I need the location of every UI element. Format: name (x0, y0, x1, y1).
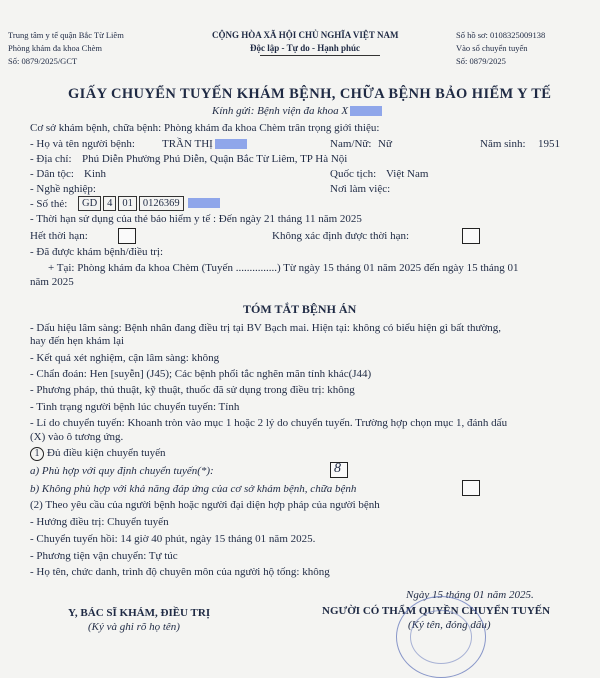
option-1b-label: b) Không phù hợp với khả năng đáp ứng của cơ sở khám bệnh, chữa bệnh (30, 483, 357, 495)
transfer-reason: - Lí do chuyển tuyến: Khoanh tròn vào mục 1 hoặc 2 lý do chuyển tuyến. Trường hợp chọn mục 1, đánh dấu (30, 417, 508, 429)
document-title: GIẤY CHUYỂN TUYẾN KHÁM BỆNH, CHỮA BỆNH BẢO HIỂM Y TẾ (68, 86, 552, 102)
clinical-signs-2: hay đến hẹn khám lại (30, 335, 125, 347)
card-cell: 0126369 (139, 196, 184, 211)
card-cell: GD (78, 196, 101, 211)
header-book-no: Số: 0879/2025 (456, 56, 506, 66)
option-1a-mark: 8 (334, 461, 341, 476)
option-1a-checkbox[interactable] (330, 462, 348, 478)
expired-checkbox[interactable] (118, 228, 136, 244)
option-2: (2) Theo yêu cầu của người bệnh hoặc người đại diện hợp pháp của người bệnh (30, 499, 380, 511)
sex-label: Nam/Nữ: (330, 138, 372, 150)
redacted-name (215, 139, 247, 149)
card-label: - Số thẻ: (30, 198, 68, 210)
treatment-direction: - Hướng điều trị: Chuyển tuyến (30, 516, 169, 528)
ethnic-label: - Dân tộc: (30, 168, 74, 180)
motto-underline (260, 55, 380, 56)
treated-at-line2: năm 2025 (30, 276, 74, 288)
header-card-no: Số hồ sơ: 0108325009138 (456, 30, 546, 40)
official-stamp-inner (410, 610, 472, 664)
redacted-card (188, 198, 220, 208)
summary-heading: TÓM TẮT BỆNH ÁN (243, 302, 357, 316)
option-1b-checkbox[interactable] (462, 480, 480, 496)
job-label: - Nghề nghiệp: (30, 183, 96, 195)
redacted-block (350, 106, 382, 116)
birth-label: Năm sinh: (480, 138, 526, 150)
option-1-circle: 1 (30, 447, 44, 461)
authority-title: NGƯỜI CÓ THẨM QUYỀN CHUYỂN TUYẾN (322, 605, 551, 617)
patient-name: TRẦN THỊ (162, 137, 247, 151)
header-clinic: Phòng khám đa khoa Chèm (8, 43, 102, 53)
examined-label: - Đã được khám bệnh/điều trị: (30, 246, 164, 258)
option-1: 1 Đủ điều kiện chuyển tuyến (30, 446, 166, 461)
card-cell: 4 (103, 196, 116, 211)
sex-value: Nữ (378, 138, 392, 150)
nationality-label: Quốc tịch: (330, 168, 377, 180)
escort-info: - Họ tên, chức danh, trình độ chuyên môn của người hộ tống: không (30, 566, 330, 578)
validity-line: - Thời hạn sử dụng của thẻ bảo hiểm y tế : Đến ngày 21 tháng 11 năm 2025 (30, 213, 362, 225)
transport-mode: - Phương tiện vận chuyển: Tự túc (30, 550, 178, 562)
doctor-sub: (Ký và ghi rõ họ tên) (88, 621, 180, 633)
header-nation: CỘNG HÒA XÃ HỘI CHỦ NGHĨA VIỆT NAM (212, 30, 399, 40)
authority-sub: (Ký tên, đóng dấu) (408, 619, 491, 631)
intro-line: Cơ sở khám bệnh, chữa bệnh: Phòng khám đa khoa Chèm trân trọng giới thiệu: (30, 122, 380, 134)
card-number-cells (78, 196, 220, 211)
transfer-reason-2: (X) vào ô tương ứng. (30, 431, 124, 443)
clinical-signs: - Dấu hiệu lâm sàng: Bệnh nhân đang điều trị tại BV Bạch mai. Hiện tại: không có biểu hiện gì bất thường, (30, 322, 502, 334)
workplace-label: Nơi làm việc: (330, 183, 391, 195)
doctor-title: Y, BÁC SĨ KHÁM, ĐIỀU TRỊ (68, 607, 211, 619)
patient-name-label: - Họ và tên người bệnh: (30, 138, 135, 150)
address-value: Phú Diễn Phường Phú Diễn, Quận Bắc Từ Liêm, TP Hà Nội (82, 153, 348, 165)
expired-label: Hết thời hạn: (30, 230, 88, 242)
test-results: - Kết quả xét nghiệm, cận lâm sàng: không (30, 352, 220, 364)
kinh-gui: Kính gửi: Bệnh viện đa khoa X (212, 104, 382, 118)
unknown-checkbox[interactable] (462, 228, 480, 244)
header-number: Số: 0879/2025/GCT (8, 56, 78, 66)
birth-value: 1951 (538, 138, 560, 150)
patient-status: - Tình trạng người bệnh lúc chuyển tuyến: Tỉnh (30, 401, 240, 413)
unknown-label: Không xác định được thời hạn: (272, 230, 410, 242)
header-motto: Độc lập - Tự do - Hạnh phúc (250, 43, 361, 53)
transfer-time: - Chuyển tuyến hồi: 14 giờ 40 phút, ngày 15 tháng 01 năm 2025. (30, 533, 316, 545)
header-book-label: Vào sổ chuyển tuyến (456, 43, 528, 53)
ethnic-value: Kinh (84, 168, 106, 180)
treated-at-line: + Tại: Phòng khám đa khoa Chèm (Tuyến ...............) Từ ngày 15 tháng 01 năm 2025 đến ngày 15 tháng 01 (48, 262, 519, 274)
card-cell: 01 (118, 196, 137, 211)
address-label: - Địa chỉ: (30, 153, 72, 165)
diagnosis: - Chẩn đoán: Hen [suyễn] (J45); Các bệnh phổi tắc nghẽn mãn tính khác(J44) (30, 368, 372, 380)
option-1a-label: a) Phù hợp với quy định chuyển tuyến(*): (30, 465, 214, 477)
nationality-value: Việt Nam (386, 168, 429, 180)
treatment-methods: - Phương pháp, thủ thuật, kỹ thuật, thuốc đã sử dụng trong điều trị: không (30, 384, 355, 396)
signature-date: Ngày 15 tháng 01 năm 2025. (406, 589, 534, 601)
header-org: Trung tâm y tế quận Bắc Từ Liêm (8, 30, 124, 40)
